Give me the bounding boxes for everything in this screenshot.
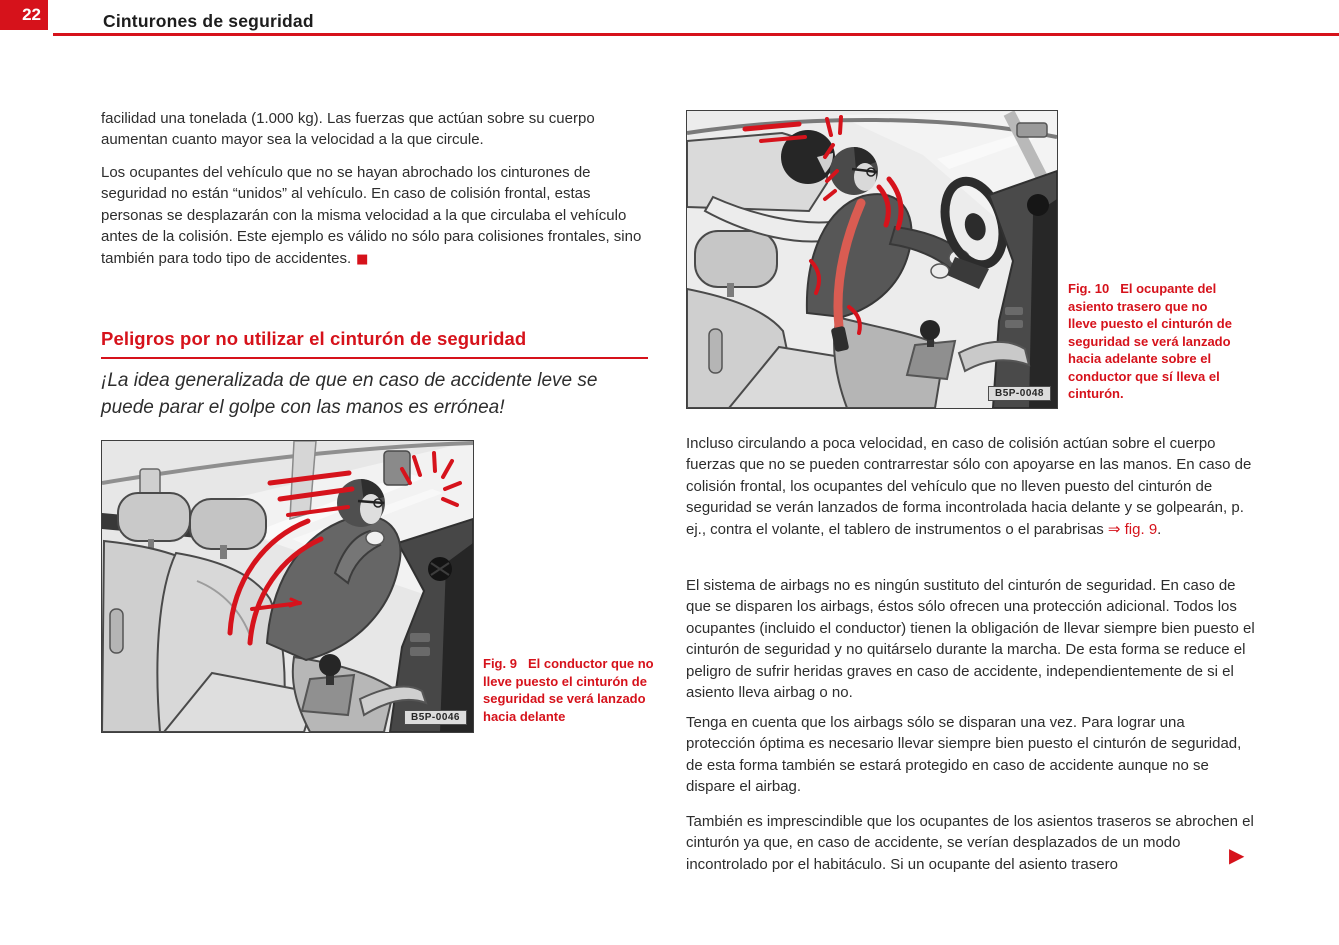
- figure-9-image: [101, 440, 474, 733]
- lead-italic-text: ¡La idea generalizada de que en caso de accidente leve se puede parar el golpe con las manos es errónea!: [101, 370, 598, 418]
- figure-9-caption: [483, 655, 661, 725]
- figure-reference-link[interactable]: ⇒ fig. 9: [1107, 520, 1158, 538]
- section-end-icon: ■: [356, 251, 369, 267]
- figure-code-badge: B5P-0046: [404, 710, 467, 725]
- figure-10-caption-text: El ocupante del asiento trasero que no lleve puesto el cinturón de seguridad se verá lanzado hacia adelante sobre el conductor que sí lleva el cinturón.: [1068, 281, 1232, 401]
- paragraph: [101, 162, 648, 270]
- page-title: Cinturones de seguridad: [103, 11, 314, 31]
- figure-10-caption: [1068, 280, 1238, 403]
- paragraph: facilidad una tonelada (1.000 kg). Las fuerzas que actúan sobre su cuerpo aumentan cuanto mayor sea la velocidad a la que circule.: [101, 110, 595, 149]
- paragraph: Tenga en cuenta que los airbags sólo se disparan una vez. Para lograr una protección óptima es necesario llevar siempre bien puesto el cinturón de seguridad, de esta forma también se estará protegido en caso de accidente aunque no se dispare el airbag.: [686, 714, 1242, 796]
- section-heading: Peligros por no utilizar el cinturón de seguridad: [101, 328, 648, 359]
- header-rule: [53, 33, 1339, 36]
- figure-10-label: Fig. 10: [1068, 281, 1110, 296]
- paragraph: [686, 433, 1258, 540]
- paragraph: El sistema de airbags no es ningún sustituto del cinturón de seguridad. En caso de que se disparen los airbags, éstos sólo ofrecen una protección adicional. Todos los ocupantes (incluido el conductor) tienen la obligación de llevar siempre bien puesto el cinturón de seguridad y no quitárselo durante la marcha. De esta forma se reduce el peligro de sufrir heridas graves en caso de accidente, independientemente de si el asiento lleva airbag o no.: [686, 577, 1255, 702]
- rear-passenger-thrown-forward-illustration: [687, 111, 1057, 408]
- figure-9-label: Fig. 9: [483, 656, 517, 671]
- driver-thrown-forward-illustration: [102, 441, 473, 732]
- page-continuation-icon: ▶: [1229, 843, 1245, 867]
- paragraph-text: .: [1157, 520, 1162, 538]
- paragraph-text: Los ocupantes del vehículo que no se hayan abrochado los cinturones de seguridad no están “unidos” al vehículo. En caso de colisión frontal, estas personas se desplazarán con la misma velocidad a la que circulaba el vehículo antes de la colisión. Este ejemplo es válido no sólo para colisiones frontales, sino también para todo tipo de accidentes.: [101, 164, 642, 267]
- paragraph: También es imprescindible que los ocupantes de los asientos traseros se abrochen el cinturón ya que, en caso de accidente, se verían desplazados de un modo incontrolado por el habitáculo. Si un ocupante del asiento trasero: [686, 813, 1254, 873]
- figure-10-image: [686, 110, 1058, 409]
- figure-code-badge: B5P-0048: [988, 386, 1051, 401]
- page-number-badge: [0, 0, 48, 30]
- paragraph-text: Incluso circulando a poca velocidad, en caso de colisión actúan sobre el cuerpo fuerzas que no se pueden contrarrestar sólo con apoyarse en las manos. En caso de colisión frontal, los ocupantes del vehículo que no lleven puesto del cinturón de seguridad se verán lanzados de forma incontrolada hacia delante y se golpearán, p. ej., contra el volante, el tablero de instrumentos o el parabrisas: [686, 435, 1252, 538]
- figure-9-caption-text: El conductor que no lleve puesto el cinturón de seguridad se verá lanzado hacia delante: [483, 656, 654, 724]
- page-number: 22: [22, 5, 41, 24]
